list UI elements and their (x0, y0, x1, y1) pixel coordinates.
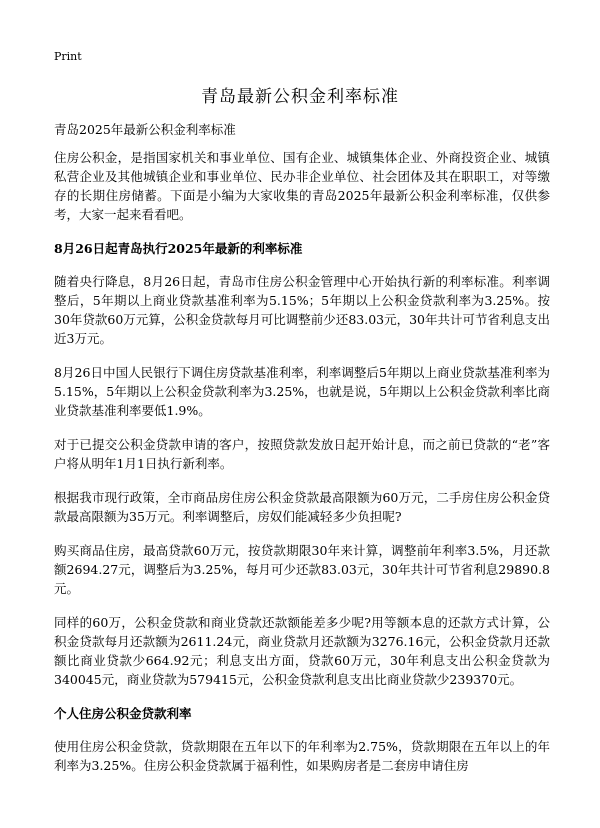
paragraph: 对于已提交公积金贷款申请的客户，按照贷款发放日起开始计息，而之前已贷款的“老”客户将从明年1月1日执行新利率。 (54, 437, 550, 471)
section-heading-rate-standard: 8月26日起青岛执行2025年最新的利率标准 (54, 241, 303, 256)
print-link[interactable]: Print (54, 50, 82, 63)
page-title: 青岛最新公积金利率标准 (201, 87, 399, 107)
article-subtitle: 青岛2025年最新公积金利率标准 (54, 122, 236, 137)
paragraph: 随着央行降息，8月26日起，青岛市住房公积金管理中心开始执行新的利率标准。利率调整后，5年期以上商业贷款基准利率为5.15%；5年期以上公积金贷款利率为3.25%。按30年贷款60万元算，公积金贷款每月可比调整前少还83.03元，30年共计可节省利息支出近3万元。 (54, 274, 551, 346)
paragraph: 同样的60万，公积金贷款和商业贷款还款额能差多少呢?用等额本息的还款方式计算，公积金贷款每月还款额为2611.24元，商业贷款月还款额为3276.16元，公积金贷款月还款额比商业贷款少664.92元；利息支出方面，贷款60万元，30年利息支出公积金贷款为340045元，商业贷款为579415元，公积金贷款利息支出比商业贷款少239370元。 (54, 615, 550, 687)
article-body (54, 120, 550, 790)
intro-paragraph: 住房公积金，是指国家机关和事业单位、国有企业、城镇集体企业、外商投资企业、城镇私营企业及其他城镇企业和事业单位、民办非企业单位、社会团体及其在职职工，对等缴存的长期住房储蓄。下面是小编为大家收集的青岛2025年最新公积金利率标准，仅供参考，大家一起来看看吧。 (54, 150, 550, 222)
paragraph: 购买商品住房，最高贷款60万元，按贷款期限30年来计算，调整前年利率3.5%，月还款额2694.27元，调整后为3.25%，每月可少还款83.03元，30年共计可节省利息29890.8元。 (54, 543, 550, 596)
paragraph: 8月26日中国人民银行下调住房贷款基准利率，利率调整后5年期以上商业贷款基准利率为5.15%，5年期以上公积金贷款利率为3.25%，也就是说，5年期以上公积金贷款利率比商业贷款基准利率要低1.9%。 (54, 365, 550, 418)
paragraph: 根据我市现行政策，全市商品房住房公积金贷款最高限额为60万元，二手房住房公积金贷款最高限额为35万元。利率调整后，房奴们能减轻多少负担呢? (54, 490, 550, 524)
section-heading-personal-loan-rate: 个人住房公积金贷款利率 (54, 706, 192, 721)
paragraph: 使用住房公积金贷款，贷款期限在五年以下的年利率为2.75%，贷款期限在五年以上的年利率为3.25%。住房公积金贷款属于福利性，如果购房者是二套房申请住房 (54, 739, 550, 773)
